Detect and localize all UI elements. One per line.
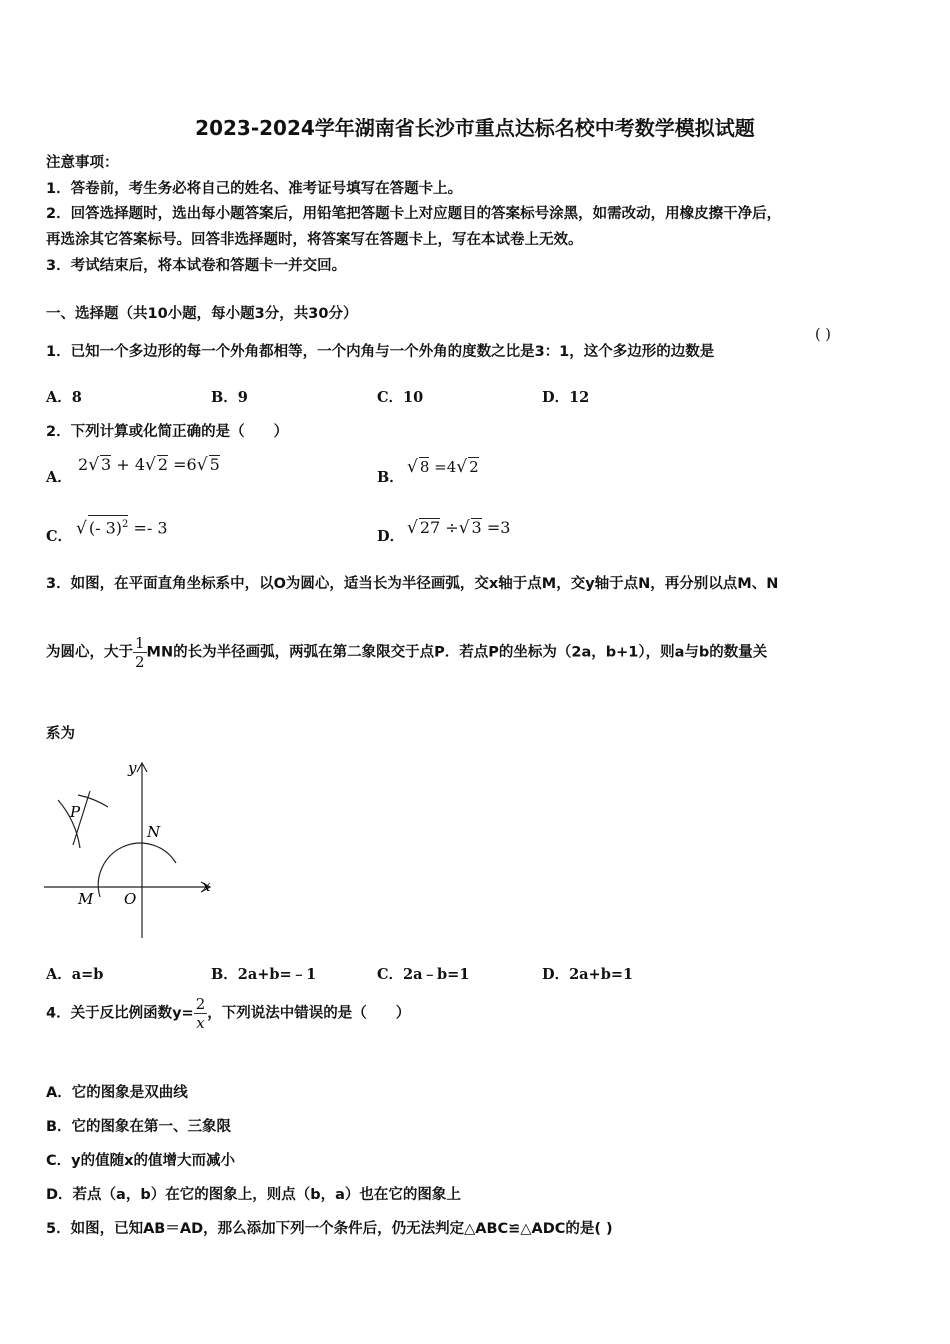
q4-option-c: C．y的值随x的值增大而减小: [46, 1153, 235, 1169]
q3-stem-line: 系为: [46, 726, 75, 742]
label-n: N: [147, 823, 161, 841]
arc-centered-o: [98, 843, 176, 897]
q3-option-d: D．2a+b=1: [542, 966, 634, 983]
q2-option-c-label: C．: [46, 528, 73, 545]
notice-item: 2．回答选择题时，选出每小题答案后，用铅笔把答题卡上对应题目的答案标号涂黑，如需改动，用橡皮擦干净后，: [46, 206, 782, 222]
q4-stem: 4．关于反比例函数y= $\frac{2}{x}$ ，下列说法中错误的是（ ）: [46, 995, 411, 1032]
q4-fraction: $\frac{2}{x}$: [195, 995, 206, 1032]
q2-stem: 2．下列计算或化简正确的是（ ）: [46, 424, 289, 440]
q3-option-c: C．2a﹣b=1: [377, 966, 470, 983]
q2-option-b-expression: √ 8 =4√ 2: [407, 457, 479, 477]
q2-option-d-label: D．: [377, 528, 405, 545]
q3-coordinate-figure: [40, 755, 220, 945]
q3-option-b: B．2a+b=﹣1: [211, 966, 317, 983]
q1-option-a: A．8: [46, 389, 82, 406]
label-x: x: [202, 877, 211, 895]
q4-option-d: D．若点（a，b）在它的图象上，则点（b，a）也在它的图象上: [46, 1187, 461, 1203]
q1-option-d: D．12: [542, 389, 590, 406]
notice-heading: 注意事项：: [46, 155, 119, 171]
q3-stem-line: 为圆心，大于 $\frac{1}{2}$ MN的长为半径画弧，两弧在第二象限交于点P．若点P的坐标为（2a，b+1），则a与b的数量关: [46, 634, 768, 671]
q1-option-b: B．9: [211, 389, 248, 406]
q2-option-b-label: B．: [377, 469, 404, 486]
q2-option-d-expression: √ 27 ÷√ 3 =3: [407, 518, 511, 538]
q1-option-c: C．10: [377, 389, 424, 406]
notice-item: 再选涂其它答案标号。回答非选择题时，将答案写在答题卡上，写在本试卷上无效。: [46, 232, 583, 248]
q4-option-b: B．它的图象在第一、三象限: [46, 1119, 232, 1135]
q1-stem: 1．已知一个多边形的每一个外角都相等，一个内角与一个外角的度数之比是3：1，这个多边形的边数是: [46, 344, 715, 360]
q3-fraction: $\frac{1}{2}$: [135, 634, 145, 671]
q2-option-a-label: A．: [46, 469, 72, 486]
q3-stem-line: 3．如图，在平面直角坐标系中，以O为圆心，适当长为半径画弧，交x轴于点M，交y轴于点N，再分别以点M、N: [46, 576, 779, 592]
arc-from-m: [78, 795, 108, 807]
q3-option-a: A．a=b: [46, 966, 104, 983]
q2-option-c-expression: √ (- 3)$^2$ =- 3: [76, 515, 168, 538]
label-m: M: [78, 890, 94, 908]
notice-item: 1．答卷前，考生务必将自己的姓名、准考证号填写在答题卡上。: [46, 181, 463, 197]
q5-stem: 5．如图，已知AB＝AD，那么添加下列一个条件后，仍无法判定△ABC≌△ADC的是( ): [46, 1221, 613, 1237]
q1-answer-paren: ( ): [815, 327, 831, 343]
label-y: y: [128, 759, 137, 777]
page-title: 2023-2024学年湖南省长沙市重点达标名校中考数学模拟试题: [195, 116, 755, 140]
q2-option-a-expression: 2√ 3 + 4√ 2 =6√ 5: [78, 455, 220, 475]
section-heading: 一、选择题（共10小题，每小题3分，共30分）: [46, 306, 358, 322]
label-o: O: [124, 890, 137, 908]
label-p: P: [70, 803, 81, 821]
q4-option-a: A．它的图象是双曲线: [46, 1085, 188, 1101]
notice-item: 3．考试结束后，将本试卷和答题卡一并交回。: [46, 258, 347, 274]
